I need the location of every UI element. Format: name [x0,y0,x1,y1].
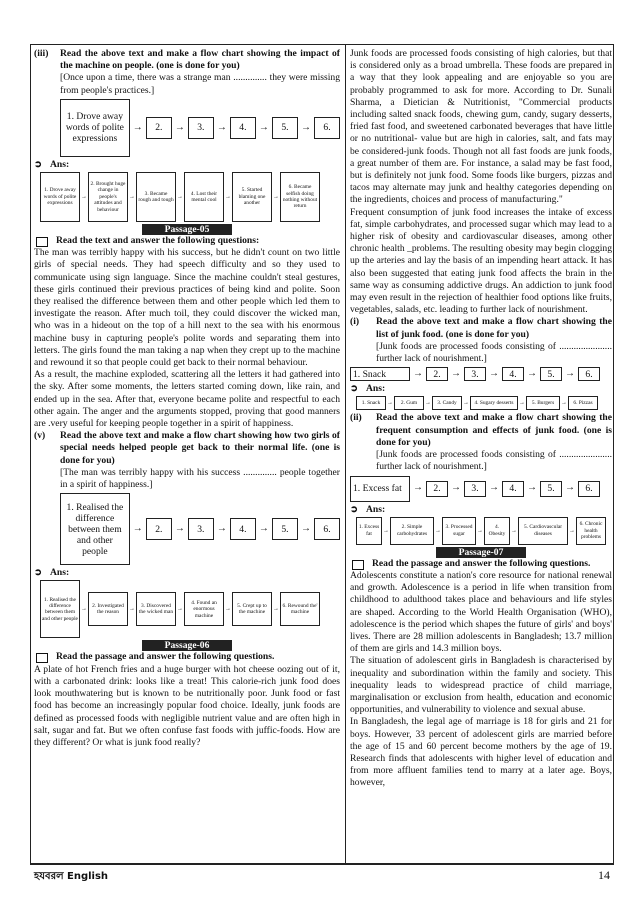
flow-box: 2. [426,367,448,381]
answer-box: 1. Drove away words of polite expressions [40,172,80,222]
brand-logo: হযবরল English [34,871,109,882]
answer-box: 6. Became selfish doing nothing without return [280,172,320,222]
arrow-icon: → [300,121,311,133]
question-text: Read the above text and make a flow chart showing the frequent consumption and effects of junk food. (one is done for you) [376,412,612,448]
answer-box: 3. Processed sugar [442,517,476,545]
arrow-icon: → [81,606,87,613]
answer-box: 5. Burgers [526,396,560,410]
flow-chart-iii [60,99,340,157]
question-hint: [The man was terribly happy with his success .............. people together in a spirit of happiness.] [60,466,340,491]
passage-banner: Passage-05 [142,224,232,235]
answer-box: 3. Discovered the wicked man [136,592,176,626]
arrow-bullet-icon: ➲ [350,503,359,515]
passage-text: As a result, the machine exploded, scattering all the letters it had gathered into the sky. After some moments, the letters started coming down, like rain, and ended up in the sea. After that, everyone became polite and respectful to each other again. The anger and the arguments stopped, proving that good manners are .very useful for keeping people together in a spirit of happiness. [34,369,340,430]
answer-label: ➲ Ans: [34,567,70,579]
arrow-icon: → [477,527,483,534]
answer-box: 5. Started blaming one another [232,172,272,222]
arrow-icon: → [300,523,311,535]
passage-text: The situation of adolescent girls in Bangladesh is characterised by inequality and subordination within the family and society. This inequality leads to widespread practice of child marriage, marginalisation or exclusion from health, education and economic opportunities, and vulnerability to violence and sexual abuse. [350,655,612,716]
flow-box: 5. [540,481,562,497]
arrow-icon: → [565,482,575,494]
arrow-icon: → [451,482,461,494]
arrow-icon: → [463,400,469,407]
arrow-icon: → [451,368,461,380]
answer-box: 3. Candy [432,396,462,410]
arrow-icon: → [565,368,575,380]
arrow-bullet-icon: ➲ [350,383,359,395]
arrow-icon: → [489,482,499,494]
arrow-icon: → [258,121,269,133]
arrow-bullet-icon: ➲ [34,158,43,170]
question-v [34,430,340,467]
flow-box: 4. [230,518,256,540]
arrow-icon: → [177,193,183,200]
question-text: Read the above text and make a flow chart showing the impact of the machine on people. (one is done for you) [60,48,340,72]
right-column [350,48,612,790]
answer-box: 2. Gum [394,396,424,410]
arrow-icon: → [216,523,227,535]
arrow-icon: → [413,482,423,494]
passage-text: Adolescents constitute a nation's core resource for national renewal and growth. Adolescence is a period in life when transition from childhood to adulthood takes place and behaviours and life styles are shaped. According to the World Health Organisation (WHO), adolescence is the period which shapes the future of girls' and boys' lives. There are 28 million adolescents in Bangladesh; 13.7 million of them are girls and 14.3 million boys. [350,569,612,655]
question-iii [34,48,340,72]
flow-box: 2. [426,481,448,497]
flow-box: 3. [464,367,486,381]
flow-box-first: 1. Excess fat [350,476,410,502]
flow-box: 6. [578,367,600,381]
arrow-icon: → [561,400,567,407]
answer-box: 6. Pizzas [568,396,598,410]
arrow-icon: → [81,193,87,200]
left-column [34,48,340,749]
arrow-icon: → [569,527,575,534]
flow-chart-i [350,367,612,381]
arrow-icon: → [435,527,441,534]
question-hint: [Junk foods are processed foods consisting of ...................... further lack of nourishment.] [376,340,612,365]
arrow-icon: → [273,606,279,613]
answer-box: 1. Realised the difference between them and other people [40,580,80,638]
answer-box: 2. Simple carbohydrates [390,517,434,545]
arrow-icon: → [225,193,231,200]
flow-chart-v [60,493,340,565]
answer-box: 1. Excess fat [356,517,382,545]
arrow-icon: → [132,523,143,535]
flow-box: 4. [502,481,524,497]
arrow-icon: → [174,121,185,133]
answer-box: 4. Found an enormous machine [184,592,224,626]
page-number: 14 [598,868,610,882]
question-number: (ii) [350,412,362,424]
flow-box: 5. [272,518,298,540]
arrow-icon: → [511,527,517,534]
passage-heading: Read the passage and answer the following questions. [34,651,340,663]
answer-box: 2. Brought huge change in people's attitudes and behaviour [88,172,128,222]
answer-box: 4. Sugary desserts [470,396,518,410]
checkbox-bullet-icon [36,237,48,247]
question-number: (i) [350,316,360,328]
passage-banner: Passage-07 [436,547,526,558]
answer-box: 2. Investigated the reason [88,592,128,626]
arrow-icon: → [216,121,227,133]
flow-box: 3. [464,481,486,497]
passage-text: The man was terribly happy with his success, but he didn't count on two little girls of special needs. They had speech difficulty and so they used to communicate using sign language. Since the machine couldn't steal gestures, these girls continued their previous practices of being kind and polite. Soon they realised the difference between them and other people which led them to investigate the reason. After much toil, they could discover the wicked man, who was in a hideout on the top of a hill next to the sea with his enormous machine busy in capturing people's polite words and separating them into letters. The girls found the man taking a nap when they crept up to the machine and rewound it so that people could get back to their normal behaviour. [34,247,340,369]
arrow-icon: → [387,400,393,407]
answer-box: 5. Crept up to the machine [232,592,272,626]
question-ii [350,412,612,449]
passage-text: Junk foods are processed foods consisting of high calories, but that is considered only as a broad umbrella. These foods are prepared in a way that they look appealing and are enjoyable so you are probably programmed to ask for more. According to Dr. Sunali Sharma, a Dietician & Nutritionist, "Commercial products including salted snack foods, chewing gum, candy, sugary desserts, fried fast food, and sweetened carbonated beverages that have little or no nutritional- value but are high in calories, salt, and fats may be considered-junk foods. Though not all fast foods are junk foods, a great number of them are. For instance, a salad may be fast food, but is definitely not junk food. Some foods like burgers, pizzas and tacos may alternate may junk and healthy categories depending on the ingredients, choices and process of manufacturing." [350,48,612,206]
flow-box: 4. [230,117,256,139]
page-footer [30,864,614,887]
answer-flow-ii [356,517,612,545]
passage-text: Frequent consumption of junk food increases the intake of excess fat, simple carbohydrates, and processed sugar which may lead to a higher risk of obesity and cardiovascular diseases, among other chronic health _problems. The resulting obesity may begin clogging up the arteries and lay the basis of an impending heart attack. It has also been suggested that eating junk food affects the brain in the same way as consuming addictive drugs. An addiction to junk food may even result in the rejection of healthier food options like fruits, vegetables, salads, etc. leading to further lack of nourishment. [350,206,612,316]
question-text: Read the above text and make a flow chart showing how two girls of special needs helped people get back to their normal life. (one is done for you) [60,430,340,466]
passage-heading: Read the text and answer the following questions: [34,235,340,247]
arrow-icon: → [129,606,135,613]
flow-box-first: 1. Drove away words of polite expressions [60,99,130,157]
passage-text: A plate of hot French fries and a huge burger with hot cheese oozing out of it, with a carbonated drink: looks like a treat! This calorie-rich junk food does look mouthwatering but is known to be nutritionally poor. Junk food or fast food has become an increasingly popular food choice. Ideally, junk foods are defined as processed foods with negligible nutrient value and are often high in salt, sugar and fat. But we often confuse fast foods with juffic-foods. How are they different? Or what is junk food really? [34,663,340,748]
arrow-bullet-icon: ➲ [34,567,43,579]
answer-box: 1. Snack [356,396,386,410]
arrow-icon: → [425,400,431,407]
answer-box: 6. Chronic health problems [576,517,606,545]
question-text: Read the above text and make a flow chart showing the list of junk food. (one is done for you) [376,316,612,340]
flow-chart-ii [350,476,612,502]
passage-banner: Passage-06 [142,640,232,651]
answer-label: ➲ Ans: [350,383,386,395]
column-divider [345,44,346,864]
answer-flow-v [40,580,340,638]
arrow-icon: → [225,606,231,613]
flow-box: 2. [146,518,172,540]
flow-box: 3. [188,518,214,540]
flow-box: 2. [146,117,172,139]
flow-box: 6. [314,117,340,139]
question-hint: [Junk foods are processed foods consisting of ...................... further lack of nourishment.] [376,449,612,473]
arrow-icon: → [413,368,423,380]
answer-label: ➲ Ans: [350,503,386,515]
arrow-icon: → [383,527,389,534]
arrow-icon: → [177,606,183,613]
answer-box: 4. Obesity [484,517,510,545]
flow-box: 3. [188,117,214,139]
arrow-icon: → [527,368,537,380]
flow-box-first: 1. Snack [350,367,410,381]
arrow-icon: → [489,368,499,380]
flow-box-first: 1. Realised the difference between them and other people [60,493,130,565]
arrow-icon: → [258,523,269,535]
arrow-icon: → [132,121,143,133]
passage-heading: Read the passage and answer the following questions. [350,558,612,570]
checkbox-bullet-icon [352,560,364,570]
flow-box: 6. [314,518,340,540]
arrow-icon: → [129,193,135,200]
answer-box: 5. Cardiovascular diseases [518,517,568,545]
question-number: (v) [34,430,46,442]
answer-box: 4. Lost their mental cool [184,172,224,222]
checkbox-bullet-icon [36,653,48,663]
flow-box: 5. [272,117,298,139]
arrow-icon: → [527,482,537,494]
flow-box: 4. [502,367,524,381]
question-hint: [Once upon a time, there was a strange man .............. they were missing from people's practices.] [60,72,340,96]
answer-box: 6. Rewound the' machine [280,592,320,626]
question-i [350,316,612,340]
question-number: (iii) [34,48,49,59]
answer-flow-i [356,396,612,410]
flow-box: 6. [578,481,600,497]
arrow-icon: → [273,193,279,200]
flow-box: 5. [540,367,562,381]
answer-box: 3. Became rough and tough [136,172,176,222]
arrow-icon: → [519,400,525,407]
passage-text: In Bangladesh, the legal age of marriage is 18 for girls and 21 for boys. However, 33 percent of adolescent girls are married before the age of 15 and 60 percent become mothers by the age of 19. Research finds that adolescents with higher level of education and from more affluent families tend to marry at a later age. Boys, however, [350,716,612,789]
answer-flow-iii [40,172,340,222]
arrow-icon: → [174,523,185,535]
answer-label: ➲ Ans: [34,158,70,170]
